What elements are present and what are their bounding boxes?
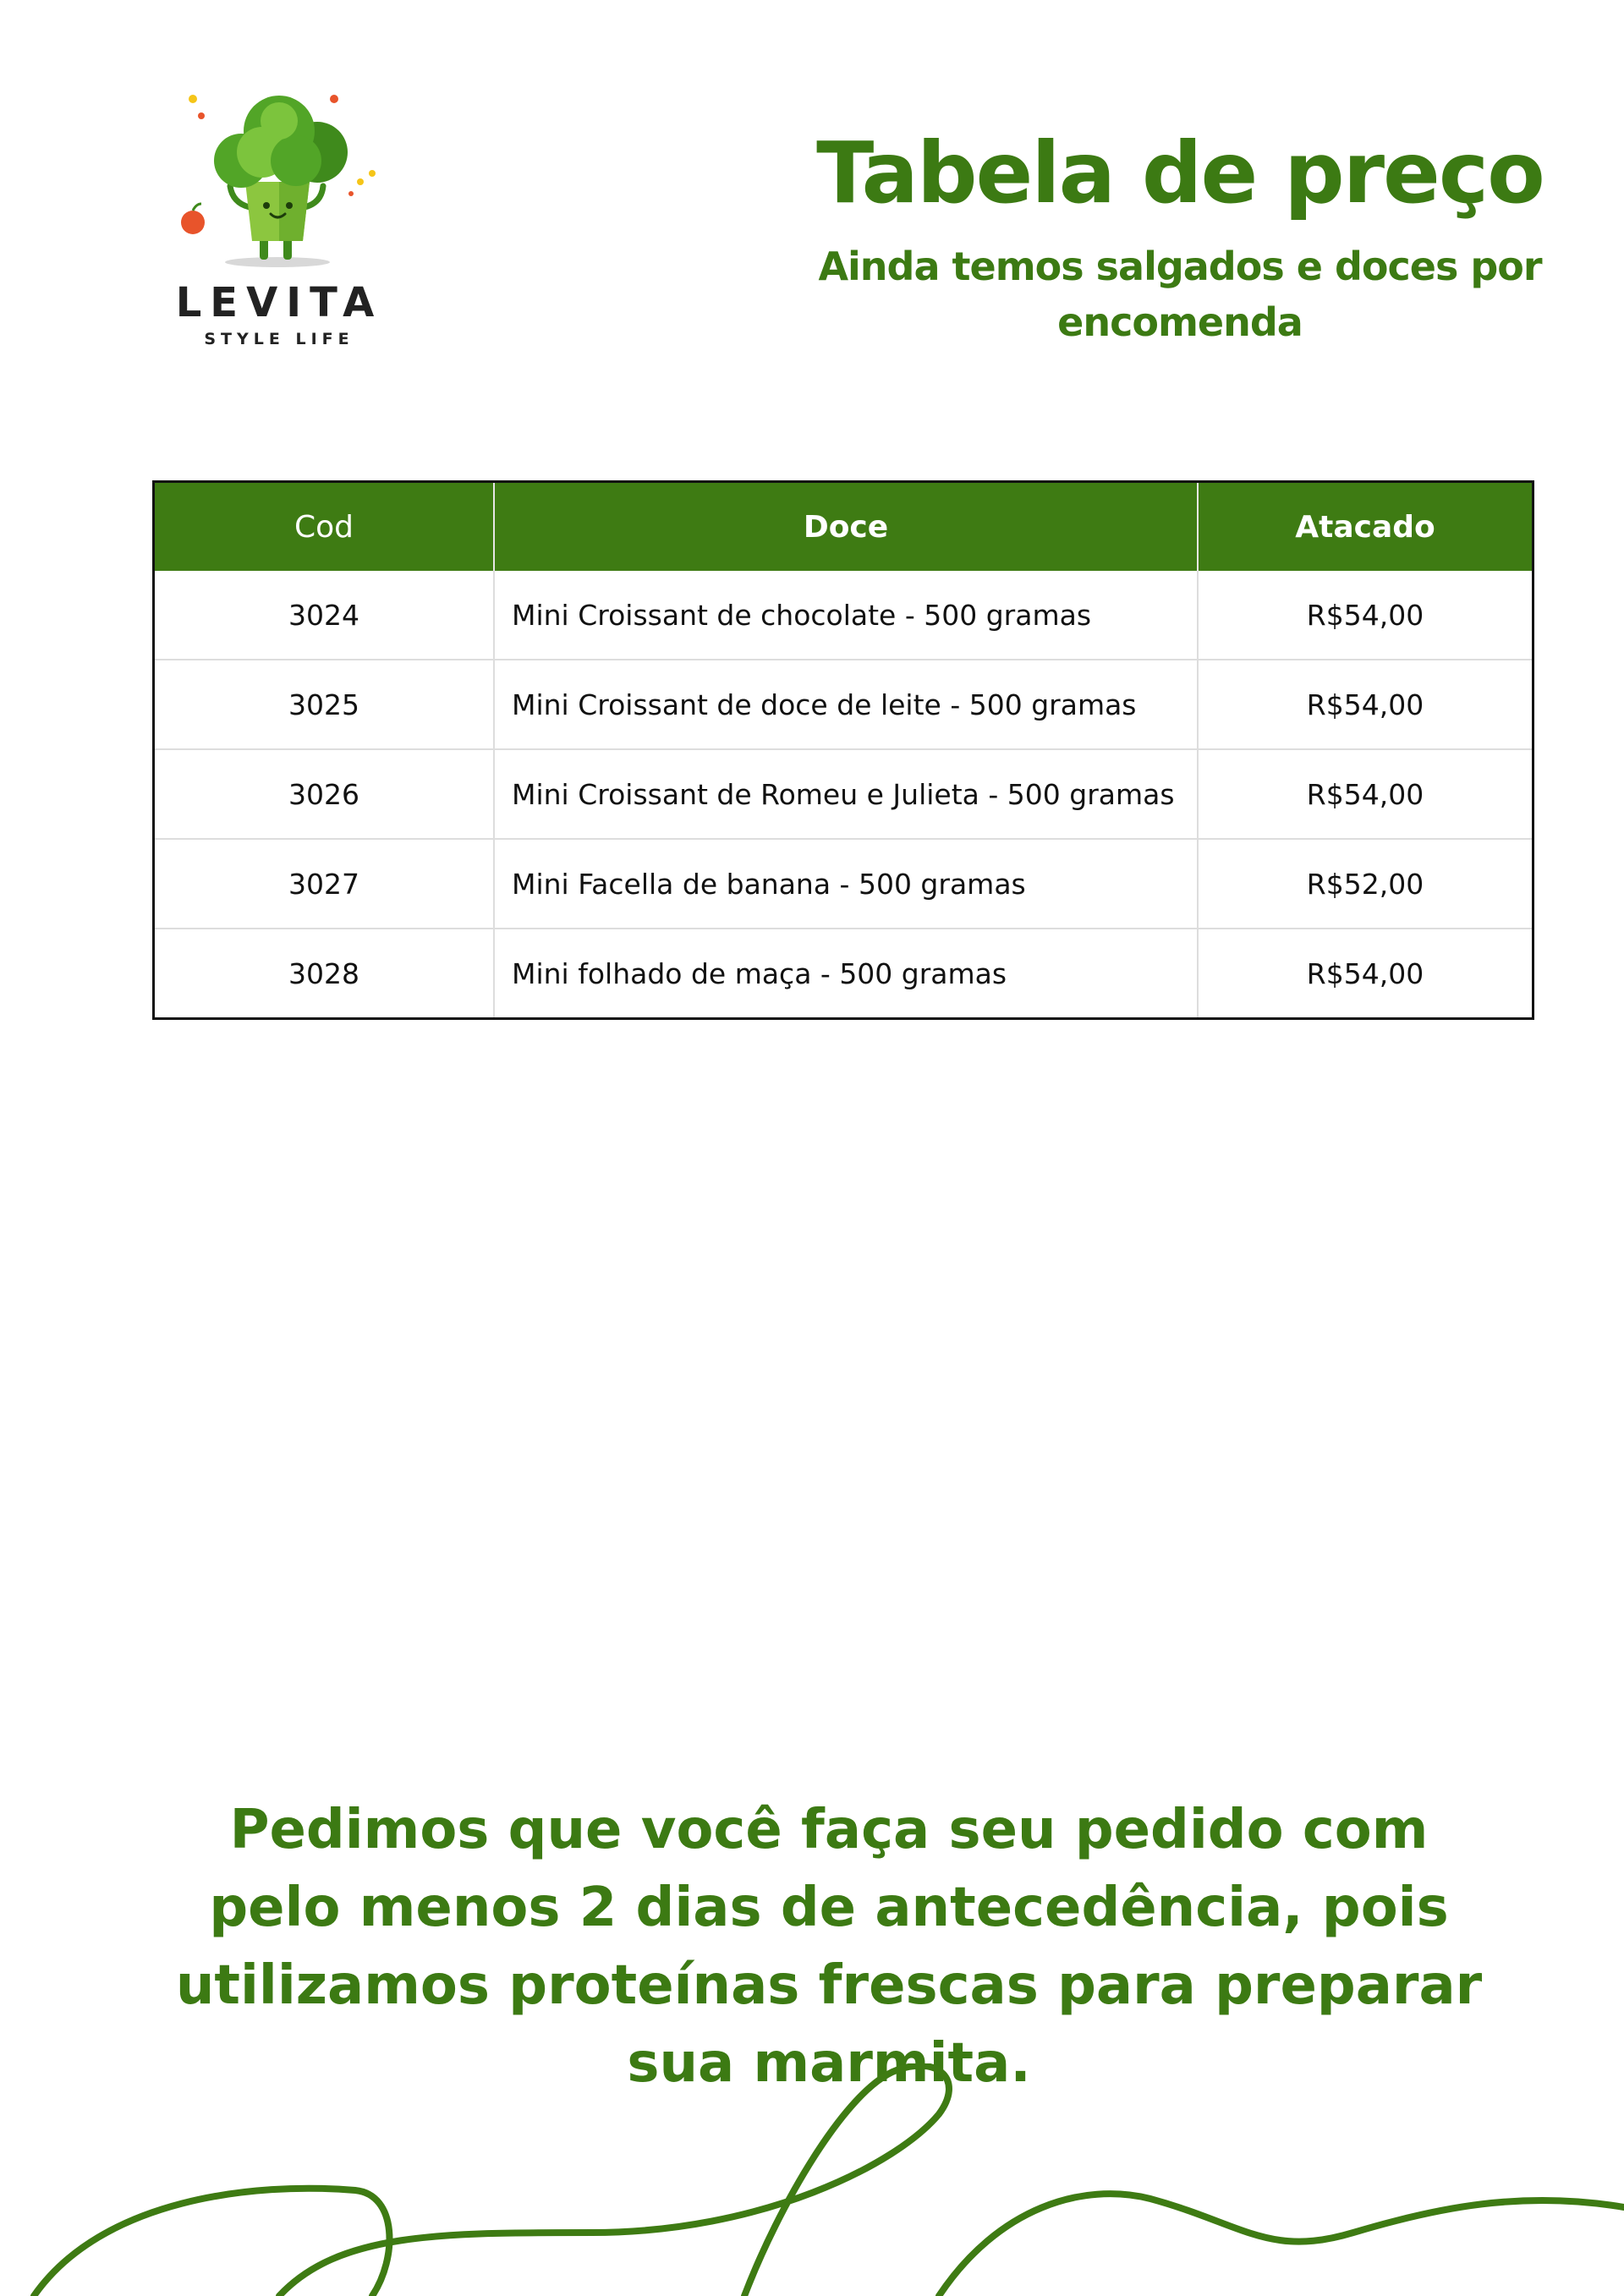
cell-atacado: R$54,00 bbox=[1198, 749, 1533, 839]
brand-name: LEVITA bbox=[175, 279, 383, 326]
green-swirl-line-icon bbox=[0, 2063, 1624, 2296]
cell-atacado: R$52,00 bbox=[1198, 839, 1533, 929]
table-header-row bbox=[154, 482, 1533, 572]
column-header-cod: Cod bbox=[154, 482, 495, 572]
cell-atacado: R$54,00 bbox=[1198, 571, 1533, 660]
table-row bbox=[154, 571, 1533, 660]
column-header-doce: Doce bbox=[494, 482, 1198, 572]
page-title: Tabela de preço bbox=[816, 123, 1544, 222]
order-notice: Pedimos que você faça seu pedido com pelo menos 2 dias de antecedência, pois utilizamos proteínas frescas para preparar sua marmita. bbox=[175, 1799, 1483, 2095]
cell-cod: 3028 bbox=[154, 929, 495, 1019]
cell-doce: Mini Croissant de doce de leite - 500 gramas bbox=[494, 660, 1198, 749]
brand-logo bbox=[161, 80, 398, 359]
cell-doce: Mini Croissant de chocolate - 500 gramas bbox=[494, 571, 1198, 660]
cell-cod: 3024 bbox=[288, 598, 359, 632]
cell-cod: 3026 bbox=[154, 749, 495, 839]
cell-atacado: R$54,00 bbox=[1198, 660, 1533, 749]
broccoli-mascot-icon bbox=[161, 80, 398, 275]
cell-doce: Mini Croissant de Romeu e Julieta - 500 gramas bbox=[494, 749, 1198, 839]
price-table bbox=[152, 480, 1534, 1020]
table-row bbox=[154, 660, 1533, 749]
cell-doce: Mini Facella de banana - 500 gramas bbox=[494, 839, 1198, 929]
table-row bbox=[154, 839, 1533, 929]
cell-atacado: R$54,00 bbox=[1198, 929, 1533, 1019]
cell-cod: 3025 bbox=[154, 660, 495, 749]
brand-tagline: STYLE LIFE bbox=[204, 330, 354, 348]
page-subtitle: Ainda temos salgados e doces por encomenda bbox=[818, 244, 1542, 345]
column-header-atacado: Atacado bbox=[1198, 482, 1533, 572]
table-row bbox=[154, 749, 1533, 839]
cell-cod: 3027 bbox=[154, 839, 495, 929]
cell-doce: Mini folhado de maça - 500 gramas bbox=[494, 929, 1198, 1019]
table-row bbox=[154, 929, 1533, 1019]
